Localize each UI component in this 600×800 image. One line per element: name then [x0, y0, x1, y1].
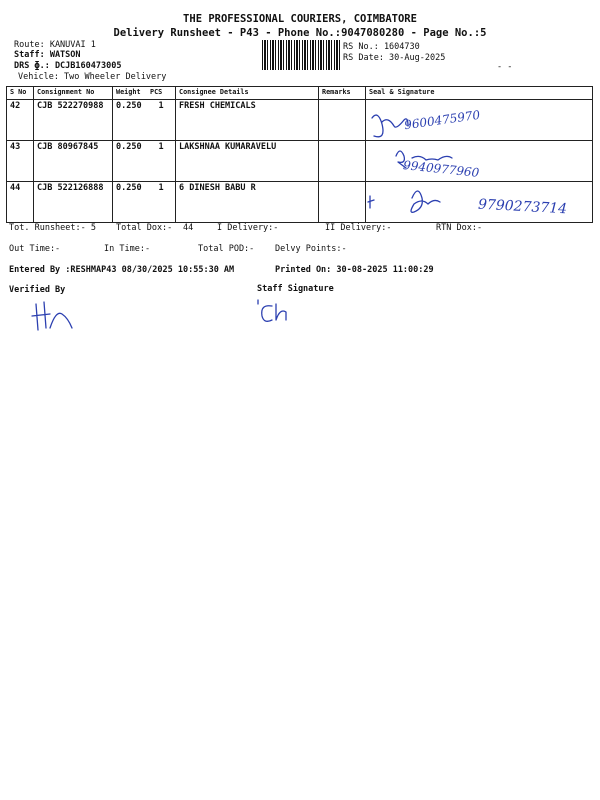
row-sno: 44 — [7, 182, 34, 223]
row-consignment: CJB 80967845 — [34, 141, 113, 182]
row-consignee: 6 DINESH BABU R — [176, 182, 319, 223]
row-weight: 0.250 — [113, 182, 148, 223]
tot-runsheet: Tot. Runsheet:- 5 — [9, 223, 96, 233]
ii-delivery: II Delivery:- — [325, 223, 392, 233]
company-title: THE PROFESSIONAL COURIERS, COIMBATORE — [183, 13, 417, 25]
vehicle-label: Vehicle: Two Wheeler Delivery — [18, 72, 167, 82]
verified-by-label: Verified By — [9, 285, 66, 295]
delvy-points: Delvy Points:- — [275, 244, 347, 254]
rs-number: RS No.: 1604730 — [343, 42, 420, 52]
entered-by: Entered By :RESHMAP43 08/30/2025 10:55:30 AM — [9, 265, 235, 275]
rs-date: RS Date: 30-Aug-2025 — [343, 53, 446, 63]
total-pod: Total POD:- — [198, 244, 255, 254]
handwritten-phone-44: 9790273714 — [477, 196, 568, 218]
signature-row-44 — [368, 191, 440, 212]
total-dox-value: 44 — [183, 223, 194, 233]
col-pcs: PCS — [147, 87, 176, 100]
row-pcs: 1 — [147, 182, 176, 223]
table-header-row — [7, 87, 593, 100]
in-time: In Time:- — [104, 244, 151, 254]
col-weight: Weight — [113, 87, 148, 100]
col-consignment: Consignment No — [34, 87, 113, 100]
row-weight: 0.250 — [113, 100, 148, 141]
total-dox: Total Dox:- — [116, 223, 173, 233]
row-pcs: 1 — [147, 141, 176, 182]
col-seal-signature: Seal & Signature — [366, 87, 593, 100]
row-pcs: 1 — [147, 100, 176, 141]
handwritten-phone-42: 9600475970 — [403, 107, 481, 133]
printed-on: Printed On: 30-08-2025 11:00:29 — [275, 265, 434, 275]
staff-signature-label: Staff Signature — [257, 284, 334, 294]
route-label: Route: KANUVAI 1 — [14, 40, 96, 50]
col-sno: S No — [7, 87, 34, 100]
verified-by-signature — [28, 300, 78, 334]
staff-label: Staff: WATSON — [14, 50, 81, 60]
row-remarks — [319, 100, 366, 141]
i-delivery: I Delivery:- — [217, 223, 279, 233]
runsheet-subtitle: Delivery Runsheet - P43 - Phone No.:9047080280 - Page No.:5 — [113, 27, 487, 39]
row-consignment: CJB 522270988 — [34, 100, 113, 141]
row-consignee: LAKSHNAA KUMARAVELU — [176, 141, 319, 182]
out-time: Out Time:- — [9, 244, 61, 254]
col-consignee: Consignee Details — [176, 87, 319, 100]
row-sno: 43 — [7, 141, 34, 182]
row-weight: 0.250 — [113, 141, 148, 182]
drs-label: DRS ɸ.: DCJB160473005 — [14, 61, 122, 71]
stray-mark: - - — [497, 62, 513, 72]
row-remarks — [319, 141, 366, 182]
row-consignee: FRESH CHEMICALS — [176, 100, 319, 141]
staff-signature — [250, 296, 300, 328]
rtn-dox: RTN Dox:- — [436, 223, 483, 233]
row-sno: 42 — [7, 100, 34, 141]
barcode — [262, 40, 340, 70]
row-remarks — [319, 182, 366, 223]
col-remarks: Remarks — [319, 87, 366, 100]
handwritten-phone-43: 9940977960 — [402, 158, 480, 180]
row-consignment: CJB 522126888 — [34, 182, 113, 223]
